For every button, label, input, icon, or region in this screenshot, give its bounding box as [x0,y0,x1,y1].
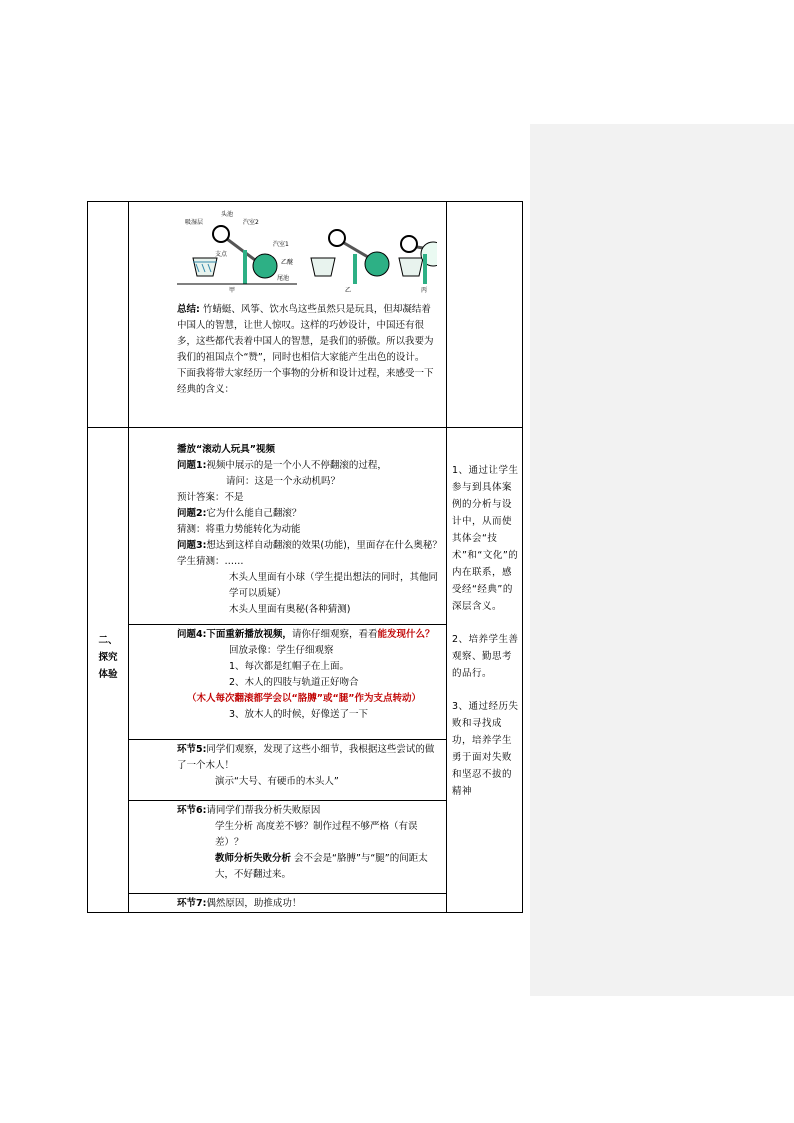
label-ether: 乙醚 [281,259,294,266]
part1-heading: 播放“滚动人玩具”视频 [177,444,275,455]
comment-margin-pane [530,124,794,996]
step5-label: 环节5: [177,744,207,755]
lesson-table [87,201,523,913]
notes-cell-empty [447,202,523,428]
label-bing: 丙 [421,287,428,294]
q4-text: 请你仔细观察，看看 [291,629,378,640]
student-guess: 学生猜测：…… [177,556,244,567]
step6-teacher-text: 会不会是“胳膊”与“腿”的间距太大，不好翻过来。 [215,853,428,880]
part4-block [129,800,446,893]
table-row [88,202,523,428]
step6-teacher-label: 教师分析失败分析 [215,853,292,864]
step5-demo: 演示“大号、有硬币的木头人” [215,776,339,787]
step6-text: 请同学们帮我分析失败原因 [206,805,321,816]
notes-cell [447,428,523,913]
part5-block [129,893,446,912]
label-steam2: 汽室2 [243,219,259,226]
note-1: 1、通过让学生参与到具体案例的分析与设计中，从而使其体会“技术”和“文化”的内在联系，感受经“经典”的深层含义。 [452,465,519,612]
step6-student: 学生分析 高度差不够？制作过程不够严格（有误差）？ [215,821,418,848]
q3-label: 问题3: [177,540,207,551]
q1-ask: 请问：这是一个永动机吗？ [226,476,341,487]
step7-label: 环节7: [177,898,207,909]
section-number: 二、 [98,635,118,646]
observation-highlight: （木人每次翻滚都学会以“胳膊”或“腿”作为支点转动） [187,693,421,704]
label-absorb: 吸湿层 [185,219,204,226]
q1-label: 问题1: [177,460,207,471]
label-yi: 乙 [345,287,352,294]
section-label [88,428,128,683]
q2-text: 它为什么能自己翻滚？ [206,508,302,519]
q1-text: 视频中展示的是一个小人不停翻滚的过程， [206,460,387,471]
section-label-cell [88,428,129,913]
replay-text: 回放录像：学生仔细观察 [229,645,334,656]
label-jia: 甲 [229,287,236,294]
observation-1: 1、每次都是红帽子在上面。 [229,661,350,672]
step6-label: 环节6: [177,805,207,816]
bird-bing-figure [399,236,437,284]
label-steam1: 汽室1 [273,241,289,248]
note-2: 2、培养学生善观察、勤思考的品行。 [452,634,519,679]
label-pivot: 支点 [215,251,228,258]
label-head: 头池 [221,211,234,218]
label-tail: 尾池 [277,275,290,282]
bird-yi-figure [311,230,389,284]
table-row [88,428,523,913]
observation-3: 3、放木人的时候，好像送了一下 [229,709,369,720]
summary-label: 总结: [177,304,200,315]
q4-label: 问题4: [177,629,207,640]
observation-2: 2、木人的四肢与轨道正好吻合 [229,677,359,688]
summary-text [129,296,446,398]
q2-label: 问题2: [177,508,207,519]
part3-block [129,739,446,800]
q4-bold: 下面重新播放视频， [206,629,292,640]
step7-text: 偶然原因，助推成功！ [206,898,302,909]
summary-next: 下面我将带大家经历一个事物的分析和设计过程，来感受一下经典的含义： [177,368,434,395]
guess-a: 木头人里面有小球（学生提出想法的同时，其他同学可以质疑） [229,572,439,599]
teaching-notes [447,428,522,800]
summary-body: 竹蜻蜓、风筝、饮水鸟这些虽然只是玩具，但却凝结着中国人的智慧，让世人惊叹。这样的巧妙设计，中国还有很多，这些都代表着中国人的智慧，是我们的骄傲。所以我要为我们的祖国点个“赞”，同时也相信大家能产生出色的设计。 [177,304,434,363]
drinking-bird-diagram [177,204,437,296]
note-3: 3、通过经历失败和寻找成功，培养学生勇于面对失败和坚忍不拔的精神 [452,701,519,797]
step5-text: 同学们观察，发现了这些小细节，我根据这些尝试的做了一个木人！ [177,744,435,771]
part1-block [129,428,446,624]
guess-b: 木头人里面有奥秘(各种猜测) [229,604,351,615]
guess-text: 猜测：将重力势能转化为动能 [177,524,301,535]
expected-answer: 预计答案：不是 [177,492,244,503]
q4-red: 能发现什么？ [377,629,435,640]
activity-cell [129,428,447,913]
q3-text: 想达到这样自动翻滚的效果(功能)，里面存在什么奥秘？ [206,540,442,551]
section-cell-empty [88,202,129,428]
part2-block [129,624,446,739]
summary-cell [129,202,447,428]
section-title: 探究体验 [98,652,118,680]
